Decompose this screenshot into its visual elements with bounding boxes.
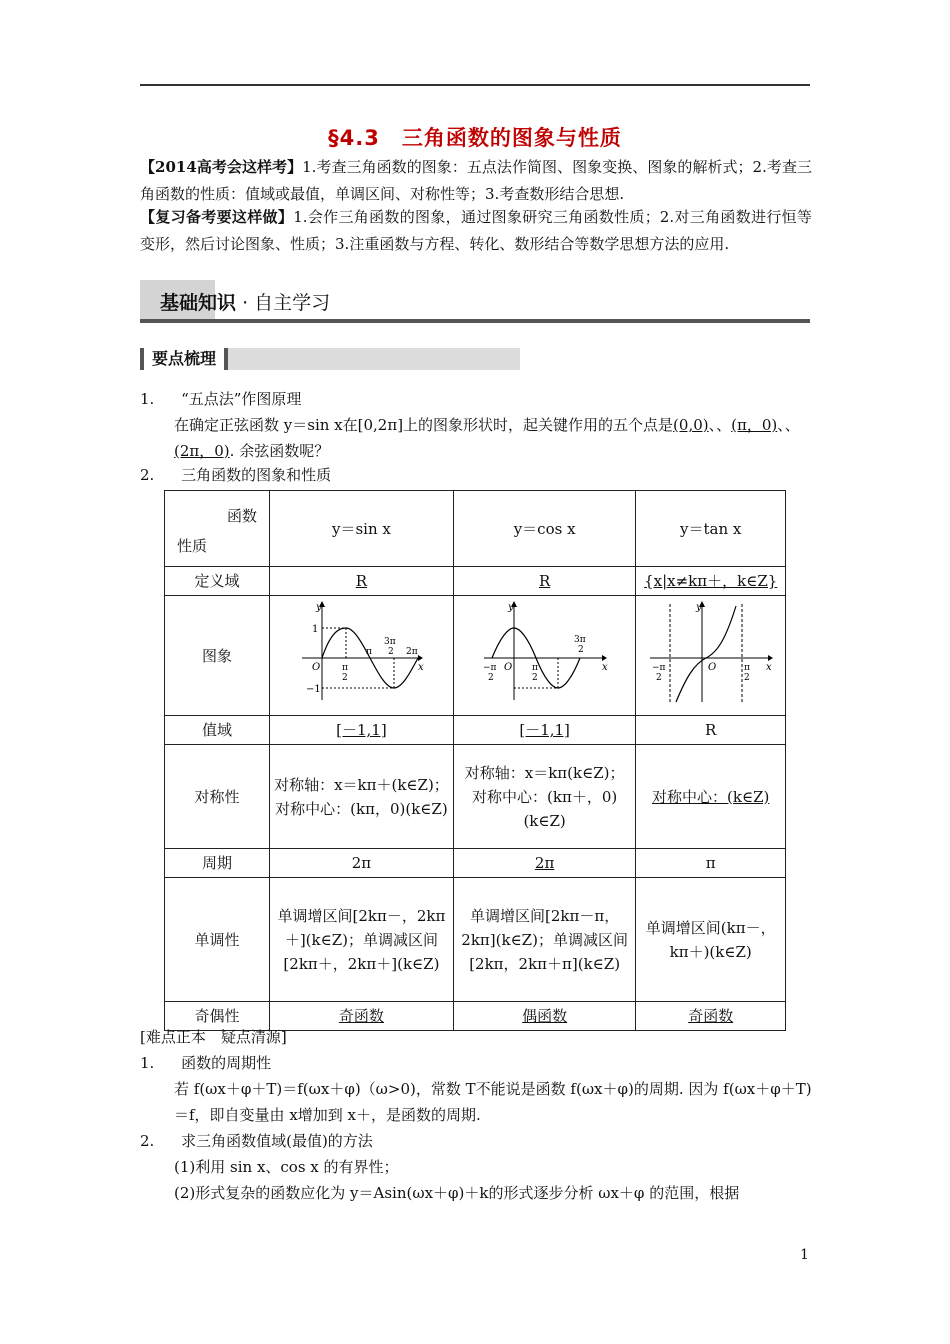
row-label-period: 周期	[165, 849, 270, 878]
tan-x-arrow-icon	[768, 655, 773, 661]
sin-graph	[296, 598, 426, 706]
note2-p2: (2)形式复杂的函数应化为 y＝Asin(ωx＋φ)＋k的形式逐步分析 ωx＋φ 的范围，根据	[174, 1184, 740, 1202]
item1-head: “五点法”作图原理	[181, 390, 302, 408]
cos-graph	[480, 598, 610, 706]
item2-num: 2.	[140, 466, 155, 484]
table-corner	[165, 491, 270, 567]
cos-label-x: x	[601, 662, 608, 673]
review-text: 1.会作三角函数的图象，通过图象研究三角函数性质；2.对三角函数进行恒等变形，然后讨论图象、性质；3.注重函数与方程、转化、数形结合等数学思想方法的应用.	[140, 208, 812, 253]
sin-x-arrow-icon	[418, 655, 423, 661]
note1-head: 函数的周期性	[181, 1054, 272, 1072]
table-row	[165, 849, 786, 878]
col-sin: y＝sin x	[270, 491, 454, 567]
graph-cos-cell	[453, 596, 636, 716]
review-intro	[140, 204, 812, 258]
item1-point-1: (0,0)	[673, 416, 709, 434]
note2-num: 2.	[140, 1132, 155, 1150]
note2-p1: (1)利用 sin x、cos x 的有界性；	[174, 1158, 399, 1176]
note-tag: [难点正本 疑点清源]	[140, 1028, 287, 1046]
parity-tan: 奇函数	[688, 1007, 734, 1025]
cos-label-3pi-num: 3π	[573, 635, 586, 645]
period-tan: π	[636, 849, 786, 878]
item1-text-c: 、、	[777, 416, 800, 434]
sin-label-3pi-den: 2	[388, 647, 395, 657]
table-row	[165, 596, 786, 716]
symmetry-tan: 对称中心：(k∈Z)	[652, 787, 770, 806]
banner-rule	[140, 319, 810, 323]
tan-label-pi-den: 2	[743, 673, 750, 683]
cos-label-negpi-num: −π	[482, 663, 497, 673]
item2-heading	[140, 462, 812, 488]
monotone-cos: 单调增区间[2kπ－π，2kπ](k∈Z)；单调减区间[2kπ，2kπ＋π](k∈Z)	[453, 878, 636, 1002]
cos-label-y: y	[507, 602, 514, 613]
period-sin: 2π	[270, 849, 454, 878]
banner-bold: 基础知识	[160, 292, 237, 314]
section-banner	[140, 280, 810, 324]
subsection-bar	[140, 348, 520, 370]
sin-label-1: 1	[312, 624, 319, 635]
row-label-domain: 定义域	[165, 567, 270, 596]
note1-text: 若 f(ωx＋φ＋T)＝f(ωx＋φ)（ω>0)，常数 T不能说是函数 f(ωx＋φ)的周期. 因为 f(ωx＋φ＋T)＝f，即自变量由 x增加到 x＋，是函数的周期.	[174, 1080, 812, 1124]
row-label-graph: 图象	[165, 596, 270, 716]
range-sin: [－1,1]	[336, 721, 387, 739]
corner-property: 性质	[177, 536, 208, 555]
domain-tan: {x|x≠kπ＋，k∈Z}	[644, 572, 778, 590]
table-header-row	[165, 491, 786, 567]
note1-num: 1.	[140, 1054, 155, 1072]
table-row	[165, 878, 786, 1002]
item2-head: 三角函数的图象和性质	[181, 466, 332, 484]
note2-head: 求三角函数值域(最值)的方法	[181, 1132, 373, 1150]
sin-label-3pi-num: 3π	[384, 637, 397, 647]
item1-text-b: 、、	[708, 416, 732, 434]
subsection-label: 要点梳理	[140, 348, 224, 370]
banner-text	[160, 288, 330, 315]
item1-num: 1.	[140, 390, 155, 408]
sin-label-x: x	[418, 662, 425, 673]
domain-cos: R	[538, 572, 551, 590]
item1-text-a: 在确定正弦函数 y＝sin x在[0,2π]上的图象形状时，起关键作用的五个点是	[174, 416, 674, 434]
properties-table	[164, 490, 786, 1031]
item1-body	[174, 412, 814, 464]
symmetry-sin: 对称轴：x＝kπ＋(k∈Z)；对称中心：(kπ，0)(k∈Z)	[270, 745, 454, 849]
parity-sin: 奇函数	[338, 1007, 384, 1025]
col-tan: y＝tan x	[636, 491, 786, 567]
item1-point-3: (2π，0)	[174, 442, 230, 460]
exam-text: 1.考查三角函数的图象：五点法作简图、图象变换、图象的解析式；2.考查三角函数的性质：值域或最值，单调区间、对称性等；3.考查数形结合思想.	[140, 158, 812, 203]
sin-label-pi: π	[366, 647, 373, 657]
tan-label-x: x	[765, 662, 772, 673]
page-title: §4.3 三角函数的图象与性质	[328, 126, 622, 150]
table-row	[165, 567, 786, 596]
sin-label-o: O	[312, 662, 321, 673]
note2-heading	[140, 1128, 812, 1154]
exam-tag: 【2014高考会这样考】	[140, 158, 303, 176]
sin-label-neg1: −1	[306, 684, 322, 695]
row-label-range: 值域	[165, 716, 270, 745]
banner-dot: ·	[242, 292, 249, 314]
sin-label-2pi: 2π	[406, 647, 419, 657]
period-cos: 2π	[534, 854, 555, 872]
tan-label-y: y	[695, 602, 702, 613]
graph-sin-cell	[270, 596, 454, 716]
exam-intro	[140, 154, 812, 208]
row-label-symmetry: 对称性	[165, 745, 270, 849]
table-row	[165, 745, 786, 849]
parity-cos: 偶函数	[522, 1007, 568, 1025]
cos-label-pi-half-den: 2	[531, 673, 538, 683]
row-label-parity: 奇偶性	[165, 1002, 270, 1031]
item1-heading	[140, 386, 812, 412]
tan-label-pi-num: π	[743, 663, 750, 673]
cos-label-3pi-den: 2	[577, 645, 584, 655]
symmetry-cos: 对称轴：x＝kπ(k∈Z)；对称中心：(kπ＋，0)(k∈Z)	[453, 745, 636, 849]
sin-label-pi-half-num: π	[342, 663, 349, 673]
monotone-tan: 单调增区间(kπ－，kπ＋)(k∈Z)	[636, 878, 786, 1002]
sin-label-y: y	[316, 602, 323, 613]
sin-label-pi-half-den: 2	[342, 673, 349, 683]
tan-label-negpi-num: −π	[651, 663, 666, 673]
cos-x-arrow-icon	[602, 655, 607, 661]
cos-label-o: O	[503, 662, 512, 673]
item1-text-d: . 余弦函数呢？	[229, 442, 330, 460]
graph-tan-cell	[636, 596, 786, 716]
range-tan: R	[705, 721, 717, 739]
domain-sin: R	[355, 572, 368, 590]
range-cos: [－1,1]	[519, 721, 570, 739]
review-tag: 【复习备考要这样做】	[140, 208, 294, 226]
cos-label-pi-half-num: π	[531, 663, 538, 673]
monotone-sin: 单调增区间[2kπ－，2kπ＋](k∈Z)；单调减区间[2kπ＋，2kπ＋](k∈Z)	[270, 878, 454, 1002]
cos-label-negpi-den: 2	[487, 673, 494, 683]
header-rule	[140, 84, 810, 86]
tan-graph	[646, 598, 776, 706]
col-cos: y＝cos x	[453, 491, 636, 567]
tan-label-o: O	[707, 662, 716, 673]
tan-curve	[676, 606, 736, 702]
row-label-monotone: 单调性	[165, 878, 270, 1002]
item1-point-2: (π，0)	[731, 416, 778, 434]
tan-label-negpi-den: 2	[655, 673, 662, 683]
note1-heading	[140, 1050, 812, 1076]
page-number: 1	[800, 1247, 809, 1263]
table-row	[165, 716, 786, 745]
banner-rest: 自主学习	[254, 292, 331, 314]
corner-function: 函数	[226, 506, 257, 525]
